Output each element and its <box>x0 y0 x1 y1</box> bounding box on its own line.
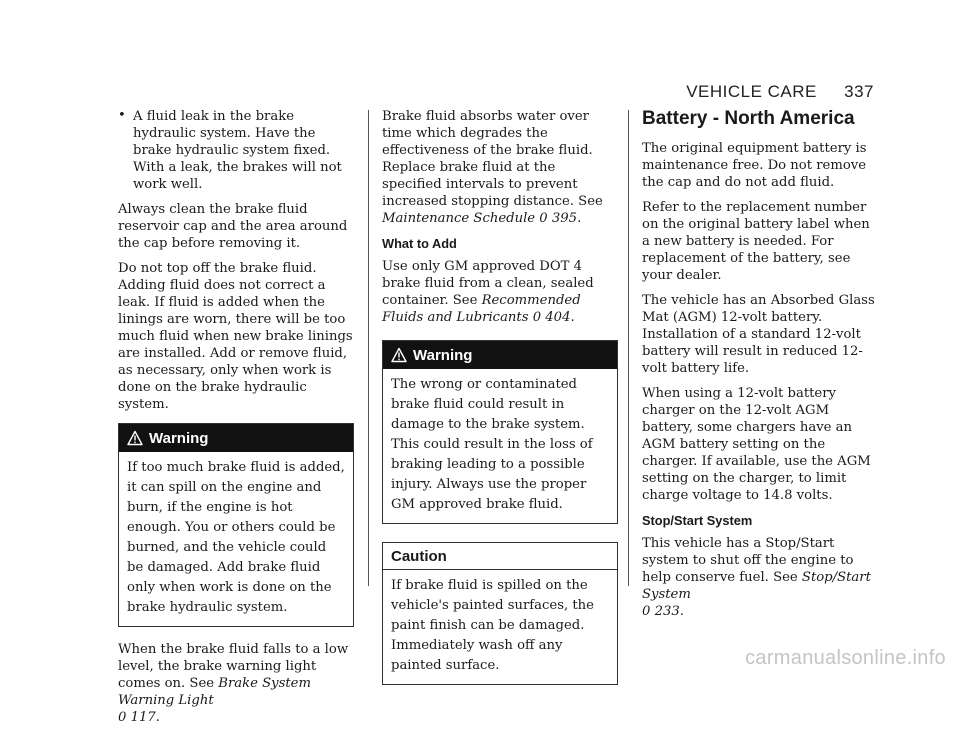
period: . <box>577 211 582 226</box>
column-2 <box>382 108 618 699</box>
column-divider-2 <box>628 110 629 586</box>
section-heading: Battery - North America <box>642 108 855 129</box>
caution-header: Caution <box>383 543 617 570</box>
warning-header <box>383 341 617 369</box>
warning-title: Warning <box>413 346 473 364</box>
warning-triangle-icon <box>127 430 143 446</box>
page-reference[interactable]: 0 117 <box>118 710 156 725</box>
page-header <box>686 82 874 102</box>
paragraph <box>118 641 354 726</box>
paragraph: Refer to the replacement number on the original battery label when a new battery is needed. For replacement of the battery, see your dealer. <box>642 200 870 283</box>
bullet-item <box>118 108 354 193</box>
paragraph-text: When the brake fluid falls to a low level, the brake warning light comes on. See <box>118 642 349 691</box>
paragraph <box>642 535 878 620</box>
paragraph: The original equipment battery is maintenance free. Do not remove the cap and do not add fluid. <box>642 141 867 190</box>
period: . <box>155 710 160 725</box>
warning-text: If too much brake fluid is added, it can spill on the engine and burn, if the engine is hot enough. You or others could be burned, and the vehicle could be damaged. Add brake fluid only when work is done on the brake hydraulic system. <box>127 460 345 615</box>
page-reference[interactable]: 0 395 <box>539 211 578 226</box>
paragraph <box>382 108 618 227</box>
subheading: Stop/Start System <box>642 513 753 528</box>
column-3 <box>642 108 878 628</box>
paragraph: Do not top off the brake fluid. Adding fluid does not correct a leak. If fluid is added when the linings are worn, there will be too much fluid when new brake linings are installed. Add or remove fluid, as necessary, only when work is done on the brake hydraulic system. <box>118 261 353 412</box>
paragraph-text: Brake fluid absorbs water over time which degrades the effectiveness of the brake fluid. Replace brake fluid at the specified intervals to prevent increased stopping distance. See <box>382 109 603 209</box>
warning-triangle-icon <box>391 347 407 363</box>
bullet-dot: • <box>118 108 126 123</box>
caution-box <box>382 542 618 685</box>
subheading: What to Add <box>382 236 457 251</box>
paragraph <box>382 258 618 326</box>
cross-reference-link[interactable]: Stop/Start System <box>642 570 871 602</box>
warning-box <box>382 340 618 524</box>
caution-text: If brake fluid is spilled on the vehicle's painted surfaces, the paint finish can be damaged. Immediately wash off any painted surface. <box>391 578 594 673</box>
page-reference[interactable]: 0 233 <box>642 604 680 619</box>
cross-reference-link[interactable]: Maintenance Schedule <box>382 211 536 226</box>
cross-reference-link[interactable]: Recommended Fluids and Lubricants <box>382 293 581 325</box>
watermark: carmanualsonline.info <box>745 647 946 669</box>
warning-header <box>119 424 353 452</box>
warning-box <box>118 423 354 627</box>
bullet-text: A fluid leak in the brake hydraulic system. Have the brake hydraulic system fixed. With a leak, the brakes will not work well. <box>133 109 342 192</box>
warning-title: Warning <box>149 429 209 447</box>
page-number: 337 <box>844 82 874 101</box>
warning-text: The wrong or contaminated brake fluid could result in damage to the brake system. This could result in the loss of braking leading to a possible injury. Always use the proper GM approved brake fluid. <box>391 377 593 512</box>
page-reference[interactable]: 0 404 <box>532 310 571 325</box>
paragraph-text: Use only GM approved DOT 4 brake fluid from a clean, sealed container. See <box>382 259 594 308</box>
section-title: VEHICLE CARE <box>686 82 817 101</box>
column-divider-1 <box>368 110 369 586</box>
period: . <box>570 310 575 325</box>
paragraph: When using a 12-volt battery charger on the 12-volt AGM battery, some chargers have an AGM battery setting on the charger. If available, use the AGM setting on the charger, to limit charge voltage to 14.8 volts. <box>642 386 871 503</box>
column-1 <box>118 108 354 734</box>
paragraph: Always clean the brake fluid reservoir cap and the area around the cap before removing it. <box>118 202 348 251</box>
paragraph: The vehicle has an Absorbed Glass Mat (AGM) 12-volt battery. Installation of a standard 12-volt battery will result in reduced 12-volt battery life. <box>642 293 875 376</box>
paragraph-text: This vehicle has a Stop/Start system to shut off the engine to help conserve fuel. See <box>642 536 854 585</box>
period: . <box>679 604 684 619</box>
cross-reference-link[interactable]: Brake System Warning Light <box>118 676 311 708</box>
